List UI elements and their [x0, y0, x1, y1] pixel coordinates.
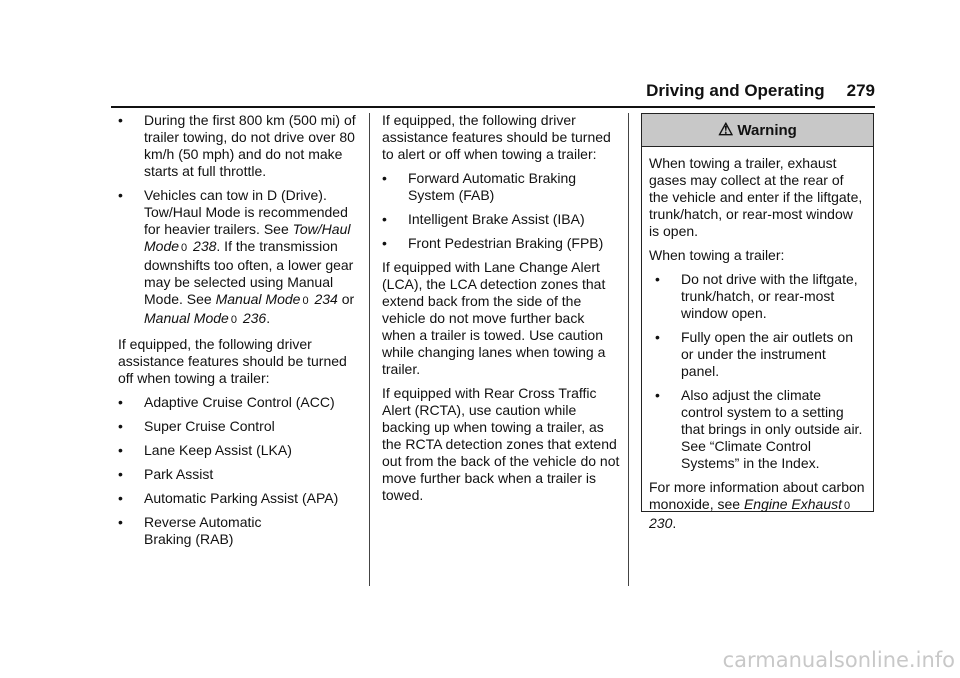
list-item: • Super Cruise Control — [118, 418, 275, 434]
list-item: • Fully open the air outlets on or under the instrument panel. — [655, 329, 853, 379]
list-item: • Also adjust the climate control system to a setting that brings in only outside air. See “Climate Control Systems” in the Index. — [655, 387, 863, 471]
page-number: 279 — [846, 81, 875, 100]
page-ref[interactable]: 238 — [189, 238, 217, 254]
paragraph: When towing a trailer, exhaust gases may collect at the rear of the vehicle and enter if the liftgate, trunk/hatch, or rear-most window is open. — [649, 155, 863, 239]
list-item: • Lane Keep Assist (LKA) — [118, 442, 292, 458]
page-ref[interactable]: 236 — [238, 310, 267, 326]
list-item: • Intelligent Brake Assist (IBA) — [382, 211, 585, 227]
page-ref-icon: 0 — [181, 242, 188, 254]
paragraph: If equipped, the following driver assistance features should be turned off when towing a trailer: — [118, 336, 347, 386]
column-divider — [369, 113, 370, 586]
warning-header — [642, 114, 873, 147]
header-rule — [111, 106, 875, 108]
list-item: • Reverse Automatic Braking (RAB) — [118, 514, 262, 547]
paragraph: If equipped with Lane Change Alert (LCA), the LCA detection zones that extend back from the side of the vehicle do not move further back when a trailer is towed. Use caution while changing lanes when towing a trailer. — [382, 259, 606, 377]
bullet: • — [382, 235, 387, 251]
bullet: • — [118, 394, 123, 410]
bullet: • — [655, 271, 660, 287]
column-middle — [382, 112, 620, 511]
list-item: • Forward Automatic Braking System (FAB) — [382, 170, 577, 203]
warning-title: Warning — [737, 122, 797, 139]
cross-reference-link[interactable]: Tow/Haul Mode — [144, 221, 351, 254]
list-item: • Do not drive with the liftgate, trunk/hatch, or rear-most window open. — [655, 271, 858, 321]
bullet: • — [118, 514, 123, 530]
running-header — [600, 81, 875, 103]
cross-reference-link[interactable]: Manual Mode — [144, 310, 229, 326]
warning-box — [641, 113, 874, 531]
list-item: • Adaptive Cruise Control (ACC) — [118, 394, 335, 410]
list-item: • Front Pedestrian Braking (FPB) — [382, 235, 604, 251]
bullet: • — [118, 418, 123, 434]
bullet: • — [118, 490, 123, 506]
page-ref[interactable]: 230 — [649, 515, 673, 531]
list-item: • Vehicles can tow in D (Drive). Tow/Haul Mode is recommended for heavier trailers. See Tow/Haul Mode 0 238. If the transmission downshifts too often, a lower gear may be selected using Manual Mode. See Manual Mode 0 234 or Manual Mode 0 236. — [118, 187, 355, 326]
warning-body — [642, 147, 873, 532]
warning-triangle-icon: ⚠ — [718, 120, 734, 139]
cross-reference-link[interactable]: Engine Exhaust — [743, 496, 843, 512]
page-ref-icon: 0 — [302, 295, 309, 307]
watermark: carmanualsonline.info — [722, 648, 955, 672]
page-ref-icon: 0 — [230, 314, 237, 326]
bullet: • — [118, 466, 123, 482]
list-item: • Automatic Parking Assist (APA) — [118, 490, 339, 506]
paragraph: When towing a trailer: — [649, 247, 785, 263]
column-left — [118, 112, 363, 555]
section-title: Driving and Operating — [646, 81, 825, 100]
bullet: • — [655, 329, 660, 345]
cross-reference-link[interactable]: Manual Mode — [215, 291, 301, 307]
paragraph: If equipped, the following driver assistance features should be turned to alert or off when towing a trailer: — [382, 112, 611, 162]
bullet: • — [118, 187, 123, 203]
page-ref[interactable]: 234 — [310, 291, 338, 307]
column-divider — [628, 113, 629, 586]
paragraph: For more information about carbon monoxide, see Engine Exhaust 0 230. — [649, 479, 865, 531]
bullet: • — [655, 387, 660, 403]
list-item: • Park Assist — [118, 466, 214, 482]
bullet: • — [382, 170, 387, 186]
bullet: • — [382, 211, 387, 227]
page-ref-icon: 0 — [844, 500, 851, 512]
bullet: • — [118, 112, 123, 128]
list-item: • During the first 800 km (500 mi) of trailer towing, do not drive over 80 km/h (50 mph) and do not make starts at full throttle. — [118, 112, 356, 179]
bullet: • — [118, 442, 123, 458]
paragraph: If equipped with Rear Cross Traffic Alert (RCTA), use caution while backing up when towing a trailer, as the RCTA detection zones that extend out from the back of the vehicle do not move further back when a trailer is towed. — [382, 385, 620, 503]
